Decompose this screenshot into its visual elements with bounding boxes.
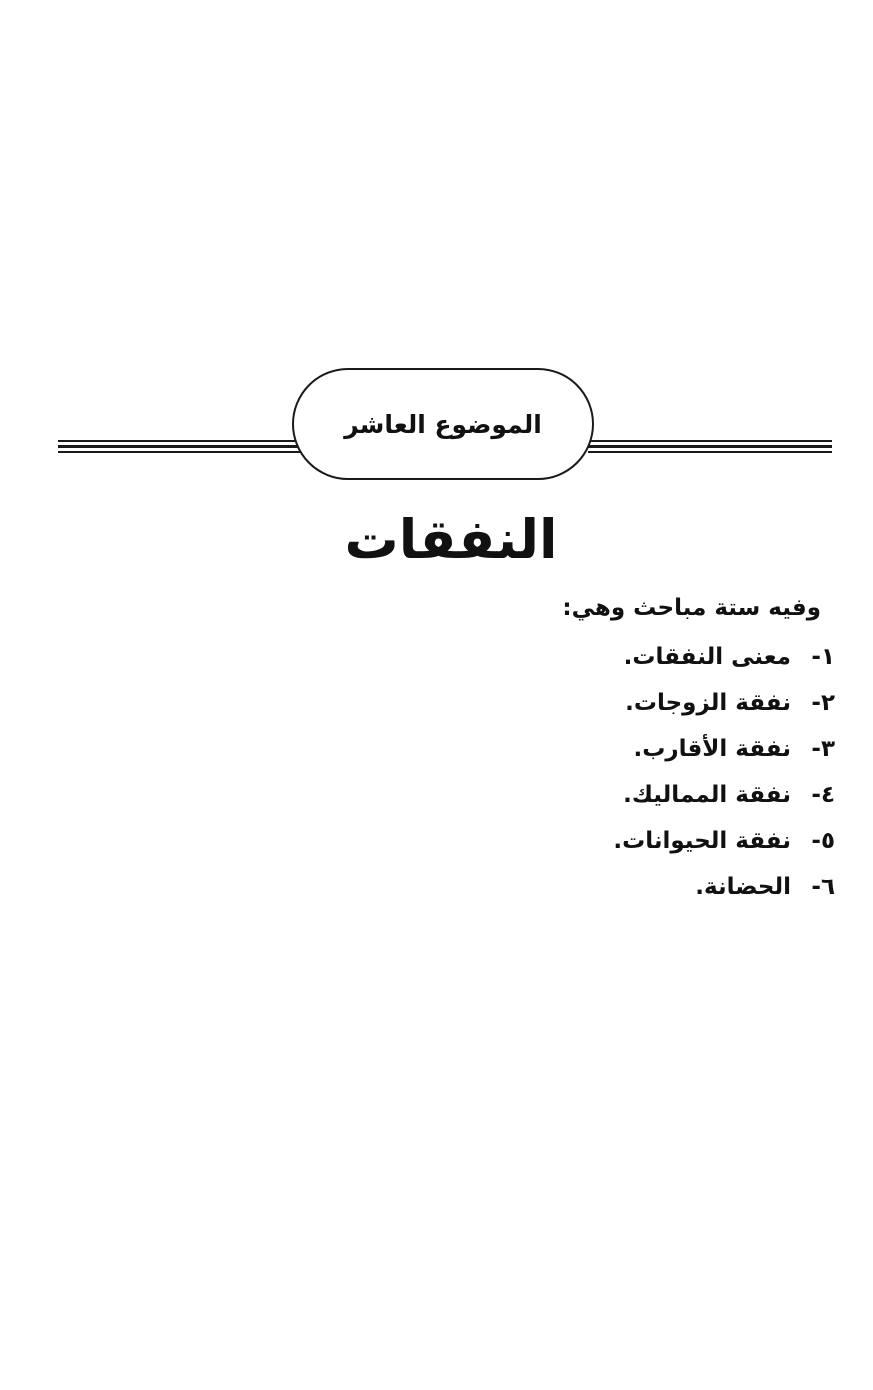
list-item: [613, 818, 835, 864]
list-item: [613, 680, 835, 726]
topics-list: [613, 634, 835, 910]
topic-heading-frame: [292, 368, 594, 480]
list-item-number: ٥-: [811, 828, 835, 854]
list-item-text: نفقة الحيوانات.: [613, 828, 791, 854]
chapter-title: النفقات: [344, 508, 558, 571]
list-item-number: ٦-: [811, 874, 835, 900]
list-item-text: نفقة الأقارب.: [633, 736, 791, 762]
list-item: [613, 726, 835, 772]
list-item-text: الحضانة.: [695, 874, 791, 900]
list-item: [613, 772, 835, 818]
list-item-text: نفقة المماليك.: [623, 782, 791, 808]
list-item-number: ١-: [811, 644, 835, 670]
list-item-number: ٣-: [811, 736, 835, 762]
left-decorative-rule: [58, 440, 303, 453]
right-decorative-rule: [588, 440, 832, 453]
list-item-text: نفقة الزوجات.: [625, 690, 791, 716]
list-item-text: معنى النفقات.: [623, 644, 791, 670]
topic-heading-label: الموضوع العاشر: [344, 409, 542, 439]
list-item: [613, 864, 835, 910]
list-item: [613, 634, 835, 680]
list-item-number: ٤-: [811, 782, 835, 808]
list-item-number: ٢-: [811, 690, 835, 716]
intro-text: وفيه ستة مباحث وهي:: [562, 595, 821, 621]
